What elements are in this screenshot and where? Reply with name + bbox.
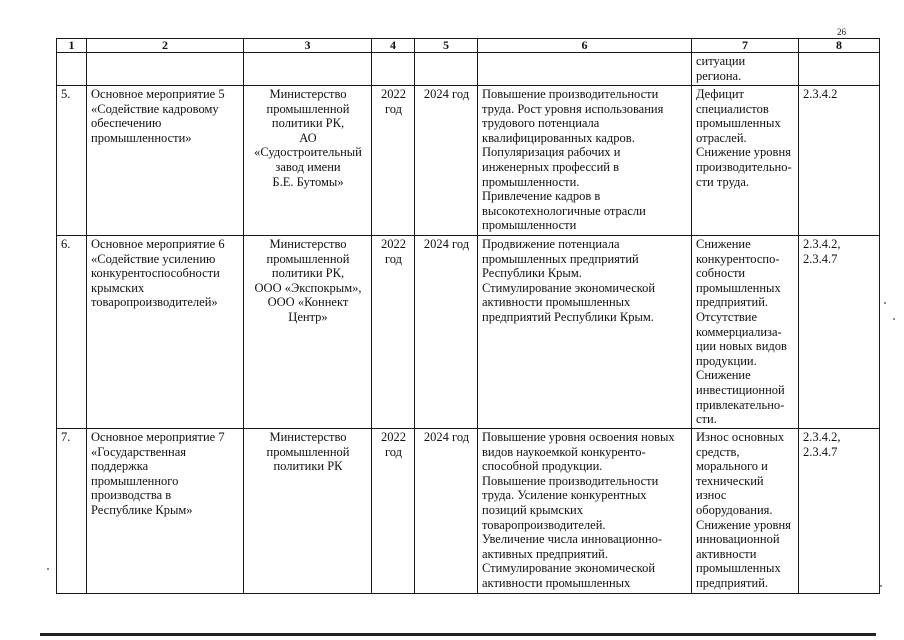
cell-name (87, 53, 244, 86)
scan-speck (47, 568, 49, 570)
executor-line: политики РК, (271, 266, 345, 281)
risk-line: Износ основных (696, 430, 785, 444)
executor-line: Б.Е. Бутомы» (272, 174, 344, 189)
start-year-line: 2022 (381, 237, 406, 251)
cell-start (372, 236, 415, 429)
cell-indicators: 2.3.4.2, 2.3.4.7 (799, 236, 880, 429)
column-header: 5 (415, 39, 478, 53)
result-line: труда. Рост уровня использования (482, 101, 664, 116)
measure-name-line: промышленного (91, 473, 179, 488)
result-line: активности промышленных (482, 295, 631, 310)
executor-line: политики РК, (271, 116, 345, 131)
column-header: 2 (87, 39, 244, 53)
start-year-line: 2022 (381, 87, 406, 101)
result-line: труда. Усиление конкурентных (482, 488, 647, 503)
result-line: инженерных профессий в (482, 159, 619, 174)
measure-name-line: конкурентоспособности (91, 266, 220, 281)
measure-name-line: крымских (91, 280, 145, 295)
cell-end (415, 53, 478, 86)
cell-results (478, 53, 692, 86)
measure-name-line: «Государственная (91, 444, 187, 459)
result-line: предприятий Республики Крым. (482, 309, 654, 324)
risk-line: продукции. (696, 353, 757, 368)
cell-risks (692, 429, 799, 594)
executor-line: «Судостроительный (254, 145, 362, 160)
measure-name-line: поддержка (91, 459, 149, 474)
result-line: высокотехнологичные отрасли (482, 203, 646, 218)
result-paragraph (482, 87, 688, 145)
risk-line: ции новых видов (696, 339, 787, 354)
risk-paragraph (696, 518, 795, 591)
executor-line: завод имени (275, 159, 341, 174)
result-paragraph (482, 237, 688, 281)
result-line: Стимулирование экономической (482, 280, 656, 295)
start-year-line: год (384, 444, 403, 459)
measure-name-line: обеспечению (91, 116, 162, 131)
result-line: товаропроизводителей. (482, 517, 606, 532)
start-year-line: год (384, 101, 403, 116)
executor-line: Министерство (269, 430, 347, 444)
scan-speck (884, 302, 886, 304)
risk-paragraph (696, 368, 795, 426)
risk-line: промышленных (696, 116, 781, 131)
result-line: промышленных предприятий (482, 251, 639, 266)
measure-name-line: промышленности» (91, 130, 192, 145)
risk-line: специалистов (696, 101, 769, 116)
cell-num: 5. (57, 86, 87, 236)
cell-results (478, 236, 692, 429)
program-measures-table (56, 38, 880, 594)
risk-line: Снижение уровня (696, 145, 791, 160)
scan-speck (893, 318, 895, 320)
cell-num: 7. (57, 429, 87, 594)
cell-start (372, 429, 415, 594)
continuation-row (57, 53, 880, 86)
scan-speck (880, 585, 882, 587)
risk-line: Снижение (696, 368, 751, 383)
cell-results (478, 429, 692, 594)
cell-executor (244, 53, 372, 86)
cell-end: 2024 год (415, 236, 478, 429)
cell-executor (244, 236, 372, 429)
result-paragraph (482, 561, 688, 590)
risk-line: морального и (696, 459, 768, 474)
cell-end: 2024 год (415, 429, 478, 594)
risk-line: износ (696, 488, 727, 503)
executor-line: политики РК (273, 459, 343, 474)
executor-line: Министерство (269, 237, 347, 251)
risk-line: сти труда. (696, 174, 750, 189)
result-line: Повышение производительности (482, 87, 659, 101)
risk-paragraph (696, 430, 795, 518)
executor-line: Центр» (288, 309, 328, 324)
executor-line: Министерство (269, 87, 347, 101)
cell-risks (692, 86, 799, 236)
executor-line: АО (299, 130, 317, 145)
result-line: Повышение производительности (482, 473, 659, 488)
risk-line: предприятий. (696, 575, 769, 590)
executor-line: промышленной (266, 251, 350, 266)
result-line: активных предприятий. (482, 546, 609, 561)
risk-paragraph (696, 237, 795, 310)
column-header: 4 (372, 39, 415, 53)
result-line: позиций крымских (482, 502, 583, 517)
result-line: Республики Крым. (482, 266, 582, 281)
risk-line: инновационной (696, 532, 780, 547)
table-row (57, 429, 880, 594)
header-row (57, 39, 880, 53)
cell-start (372, 53, 415, 86)
result-paragraph (482, 189, 688, 233)
result-paragraph (482, 474, 688, 532)
cell-results (478, 86, 692, 236)
table-header (57, 39, 880, 53)
measure-name-line: Основное мероприятие 7 (91, 430, 225, 444)
risk-paragraph (696, 145, 795, 189)
column-header: 6 (478, 39, 692, 53)
result-line: способной продукции. (482, 459, 603, 474)
measure-name-line: Республике Крым» (91, 502, 193, 517)
table-row (57, 236, 880, 429)
cell-name (87, 429, 244, 594)
risk-line: оборудования. (696, 502, 773, 517)
start-year-line: 2022 (381, 430, 406, 444)
executor-line: промышленной (266, 444, 350, 459)
cell-end: 2024 год (415, 86, 478, 236)
risk-line: региона. (696, 68, 742, 83)
column-header: 3 (244, 39, 372, 53)
page-number: 26 (837, 27, 846, 37)
result-line: квалифицированных кадров. (482, 130, 635, 145)
executor-line: ООО «Коннект (267, 295, 349, 310)
cell-num (57, 53, 87, 86)
cell-start (372, 86, 415, 236)
cell-indicators: 2.3.4.2, 2.3.4.7 (799, 429, 880, 594)
risk-line: промышленных (696, 561, 781, 576)
measure-name-line: производства в (91, 488, 172, 503)
risk-line: Дефицит (696, 87, 745, 101)
risk-line: активности (696, 546, 757, 561)
risk-line: сти. (696, 412, 717, 427)
risk-line: технический (696, 473, 764, 488)
executor-line: промышленной (266, 101, 350, 116)
risk-line: промышленных (696, 280, 781, 295)
bottom-rule (40, 633, 876, 636)
risk-line: Снижение (696, 237, 751, 251)
column-header: 8 (799, 39, 880, 53)
column-header: 7 (692, 39, 799, 53)
table-body (57, 53, 880, 594)
result-paragraph (482, 430, 688, 474)
risk-line: предприятий. (696, 295, 769, 310)
risk-line: производительно- (696, 159, 792, 174)
measure-name-line: Основное мероприятие 5 (91, 87, 225, 101)
risk-paragraph (696, 87, 795, 145)
result-line: промышленности (482, 218, 577, 233)
measure-name-line: Основное мероприятие 6 (91, 237, 225, 251)
result-line: Привлечение кадров в (482, 189, 601, 204)
cell-indicators (799, 53, 880, 86)
risk-line: инвестиционной (696, 382, 785, 397)
result-line: промышленности. (482, 174, 580, 189)
measure-name-line: «Содействие кадровому (91, 101, 219, 116)
cell-indicators: 2.3.4.2 (799, 86, 880, 236)
result-paragraph (482, 145, 688, 189)
result-paragraph (482, 281, 688, 325)
result-line: видов наукоемкой конкуренто- (482, 444, 646, 459)
start-year-line: год (384, 251, 403, 266)
cell-name (87, 236, 244, 429)
risk-line: Снижение уровня (696, 517, 791, 532)
cell-risks (692, 53, 799, 86)
result-line: Стимулирование экономической (482, 561, 656, 576)
risk-line: коммерциализа- (696, 324, 782, 339)
result-paragraph (482, 532, 688, 561)
cell-executor (244, 86, 372, 236)
risk-line: ситуации (696, 54, 746, 68)
result-line: трудового потенциала (482, 116, 600, 131)
result-line: Повышение уровня освоения новых (482, 430, 675, 444)
table-row (57, 86, 880, 236)
cell-name (87, 86, 244, 236)
result-line: активности промышленных (482, 575, 631, 590)
cell-num: 6. (57, 236, 87, 429)
measure-name-line: «Содействие усилению (91, 251, 216, 266)
result-line: Популяризация рабочих и (482, 145, 621, 160)
risk-line: собности (696, 266, 746, 281)
measure-name-line: товаропроизводителей» (91, 295, 218, 310)
risk-line: конкурентоспо- (696, 251, 780, 266)
risk-line: привлекательно- (696, 397, 785, 412)
risk-line: отраслей. (696, 130, 747, 145)
result-line: Увеличение числа инновационно- (482, 532, 663, 547)
cell-risks (692, 236, 799, 429)
executor-line: ООО «Экспокрым», (254, 280, 362, 295)
risk-paragraph (696, 310, 795, 368)
risk-line: средств, (696, 444, 740, 459)
column-header: 1 (57, 39, 87, 53)
risk-line: Отсутствие (696, 309, 758, 324)
result-line: Продвижение потенциала (482, 237, 620, 251)
cell-executor (244, 429, 372, 594)
